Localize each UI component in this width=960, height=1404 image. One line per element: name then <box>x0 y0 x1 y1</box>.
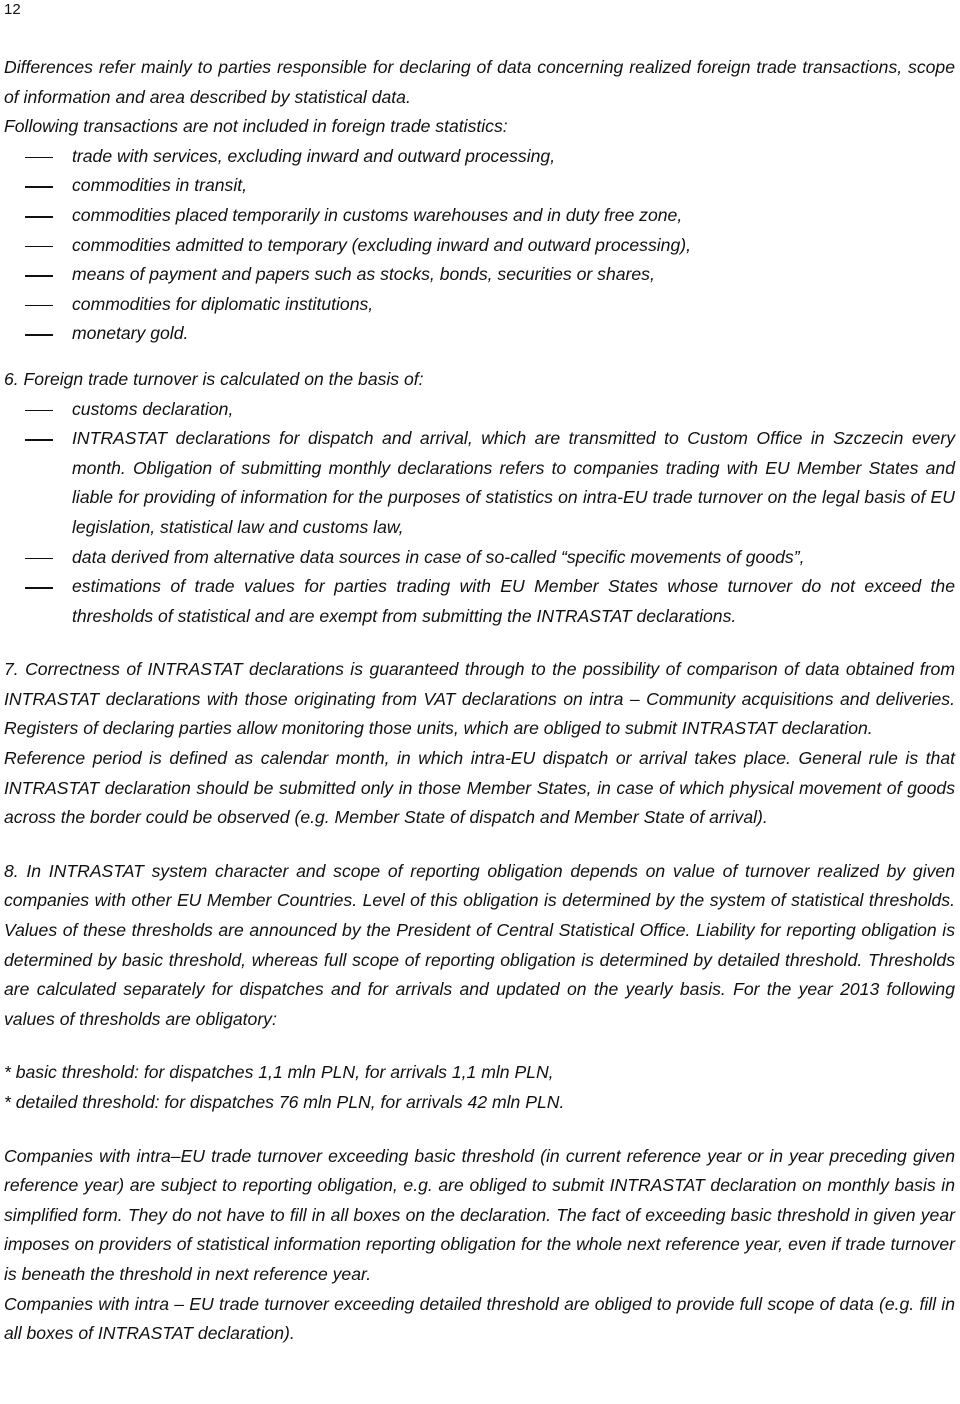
list-item <box>4 201 955 231</box>
dash-bullet <box>25 334 53 336</box>
list-item <box>4 395 955 425</box>
dash-bullet <box>25 186 53 188</box>
list-item-text: commodities admitted to temporary (excluding inward and outward processing), <box>72 234 692 255</box>
exclusions-lead: Following transactions are not included in foreign trade statistics: <box>4 116 508 137</box>
list-item-text: INTRASTAT declarations for dispatch and arrival, which are transmitted to Custom Office in Szczecin every month. Obligation of submitting monthly declarations refers to companies trading with EU Member States and liable for providing of information for the purposes of statistics on intra-EU trade turnover on the legal basis of EU legislation, statistical law and customs law, <box>72 428 955 537</box>
dash-bullet <box>25 439 53 441</box>
dash-bullet <box>25 587 53 589</box>
basic-threshold-line: * basic threshold: for dispatches 1,1 mln PLN, for arrivals 1,1 mln PLN, <box>4 1062 554 1083</box>
list-item <box>4 572 955 631</box>
section-8-paragraph: 8. In INTRASTAT system character and scope of reporting obligation depends on value of turnover realized by given companies with other EU Member Countries. Level of this obligation is determined by the system of statistical thresholds. Values of these thresholds are announced by the President of Central Statistical Office. Liability for reporting obligation is determined by basic threshold, whereas full scope of reporting obligation is determined by detailed threshold. Thresholds are calculated separately for dispatches and for arrivals and updated on the yearly basis. For the year 2013 following values of thresholds are obligatory: <box>4 860 955 1029</box>
turnover-sources-list <box>4 395 955 632</box>
list-item <box>4 142 955 172</box>
list-item <box>4 171 955 201</box>
dash-bullet <box>25 216 53 218</box>
intro-paragraph: Differences refer mainly to parties responsible for declaring of data concerning realized foreign trade transactions, scope of information and area described by statistical data. <box>4 57 955 107</box>
list-item-text: means of payment and papers such as stocks, bonds, securities or shares, <box>72 264 655 285</box>
list-item-text: estimations of trade values for parties trading with EU Member States whose turnover do not exceed the thresholds of statistical and are exempt from submitting the INTRASTAT declarations. <box>72 576 955 626</box>
list-item-text: commodities placed temporarily in customs warehouses and in duty free zone, <box>72 204 683 225</box>
basic-threshold-paragraph: Companies with intra–EU trade turnover exceeding basic threshold (in current reference year or in year preceding given reference year) are subject to reporting obligation, e.g. are obliged to submit INTRASTAT declaration on monthly basis in simplified form. They do not have to fill in all boxes on the declaration. The fact of exceeding basic threshold in given year imposes on providers of statistical information reporting obligation for the whole next reference year, even if trade turnover is beneath the threshold in next reference year. <box>4 1145 955 1284</box>
list-item-text: trade with services, excluding inward and outward processing, <box>72 145 556 166</box>
list-item <box>4 260 955 290</box>
section-7-paragraph: 7. Correctness of INTRASTAT declarations is guaranteed through to the possibility of comparison of data obtained from INTRASTAT declarations with those originating from VAT declarations on intra – Community acquisitions and deliveries. Registers of declaring parties allow monitoring those units, which are obliged to submit INTRASTAT declaration. <box>4 659 955 739</box>
section-6-heading: 6. Foreign trade turnover is calculated on the basis of: <box>4 368 424 389</box>
detailed-threshold-paragraph: Companies with intra – EU trade turnover exceeding detailed threshold are obliged to provide full scope of data (e.g. fill in all boxes of INTRASTAT declaration). <box>4 1293 955 1344</box>
list-item-text: customs declaration, <box>72 398 234 419</box>
list-item-text: commodities for diplomatic institutions, <box>72 293 374 314</box>
detailed-threshold-line: * detailed threshold: for dispatches 76 mln PLN, for arrivals 42 mln PLN. <box>4 1092 565 1112</box>
document-body <box>4 53 955 1349</box>
excluded-transactions-list <box>4 142 955 349</box>
list-item <box>4 424 955 542</box>
reference-period-paragraph: Reference period is defined as calendar month, in which intra-EU dispatch or arrival takes place. General rule is that INTRASTAT declaration should be submitted only in those Member States, in case of which physical movement of goods across the border could be observed (e.g. Member State of dispatch and Member State of arrival). <box>4 748 955 828</box>
page-number: 12 <box>4 1 21 18</box>
list-item <box>4 543 955 573</box>
list-item <box>4 231 955 261</box>
dash-bullet <box>25 305 53 307</box>
list-item-text: monetary gold. <box>72 323 189 344</box>
dash-bullet <box>25 157 53 159</box>
dash-bullet <box>25 558 53 560</box>
dash-bullet <box>25 410 53 412</box>
dash-bullet <box>25 275 53 277</box>
list-item-text: commodities in transit, <box>72 175 248 196</box>
dash-bullet <box>25 246 53 248</box>
list-item <box>4 290 955 320</box>
list-item <box>4 319 955 349</box>
list-item-text: data derived from alternative data sources in case of so-called “specific movements of goods”, <box>72 546 805 567</box>
